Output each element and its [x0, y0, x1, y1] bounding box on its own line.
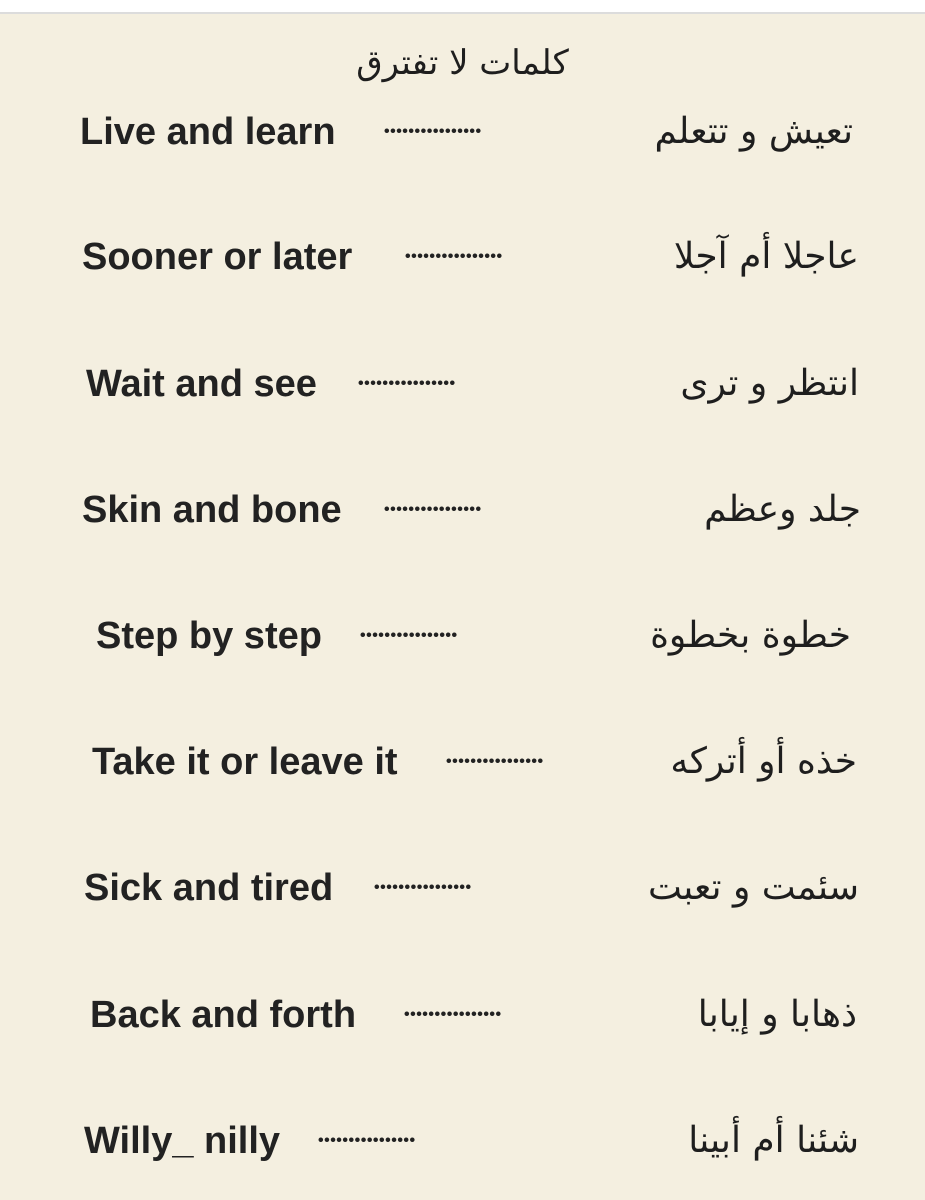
- phrase-row: [0, 1111, 925, 1171]
- arabic-phrase: ذهابا و إيابا: [697, 994, 857, 1035]
- english-phrase: Sooner or later: [82, 236, 353, 278]
- english-phrase: Step by step: [96, 615, 322, 657]
- english-phrase: Skin and bone: [82, 489, 342, 531]
- arabic-phrase: تعيش و تتعلم: [654, 111, 853, 152]
- dot-leader: ••••••••••••••••: [374, 879, 472, 896]
- dot-leader: ••••••••••••••••: [384, 501, 482, 518]
- phrase-row: [0, 732, 925, 792]
- arabic-phrase: انتظر و ترى: [680, 363, 859, 404]
- phrase-row: [0, 985, 925, 1045]
- arabic-phrase: شئنا أم أبينا: [688, 1120, 859, 1161]
- dot-leader: ••••••••••••••••: [358, 375, 456, 392]
- english-phrase: Live and learn: [80, 111, 336, 153]
- english-phrase: Take it or leave it: [92, 741, 398, 783]
- arabic-phrase: جلد وعظم: [704, 489, 861, 530]
- dot-leader: ••••••••••••••••: [360, 627, 458, 644]
- dot-leader: ••••••••••••••••: [405, 248, 503, 265]
- page-title: كلمات لا تفترق: [356, 43, 569, 83]
- english-phrase: Willy_ nilly: [84, 1120, 281, 1162]
- dot-leader: ••••••••••••••••: [384, 123, 482, 140]
- english-phrase: Wait and see: [86, 363, 317, 405]
- english-phrase: Sick and tired: [84, 867, 334, 909]
- english-phrase: Back and forth: [90, 994, 357, 1036]
- phrase-row: [0, 227, 925, 287]
- arabic-phrase: عاجلا أم آجلا: [673, 236, 859, 277]
- dot-leader: ••••••••••••••••: [318, 1132, 416, 1149]
- dot-leader: ••••••••••••••••: [446, 753, 544, 770]
- dot-leader: ••••••••••••••••: [404, 1006, 502, 1023]
- arabic-phrase: سئمت و تعبت: [647, 867, 859, 908]
- phrase-row: [0, 354, 925, 414]
- phrase-row: [0, 606, 925, 666]
- phrase-row: [0, 102, 925, 162]
- phrase-row: [0, 480, 925, 540]
- top-bar: [0, 0, 925, 14]
- phrase-row: [0, 858, 925, 918]
- arabic-phrase: خذه أو أتركه: [670, 741, 857, 782]
- arabic-phrase: خطوة بخطوة: [650, 615, 851, 656]
